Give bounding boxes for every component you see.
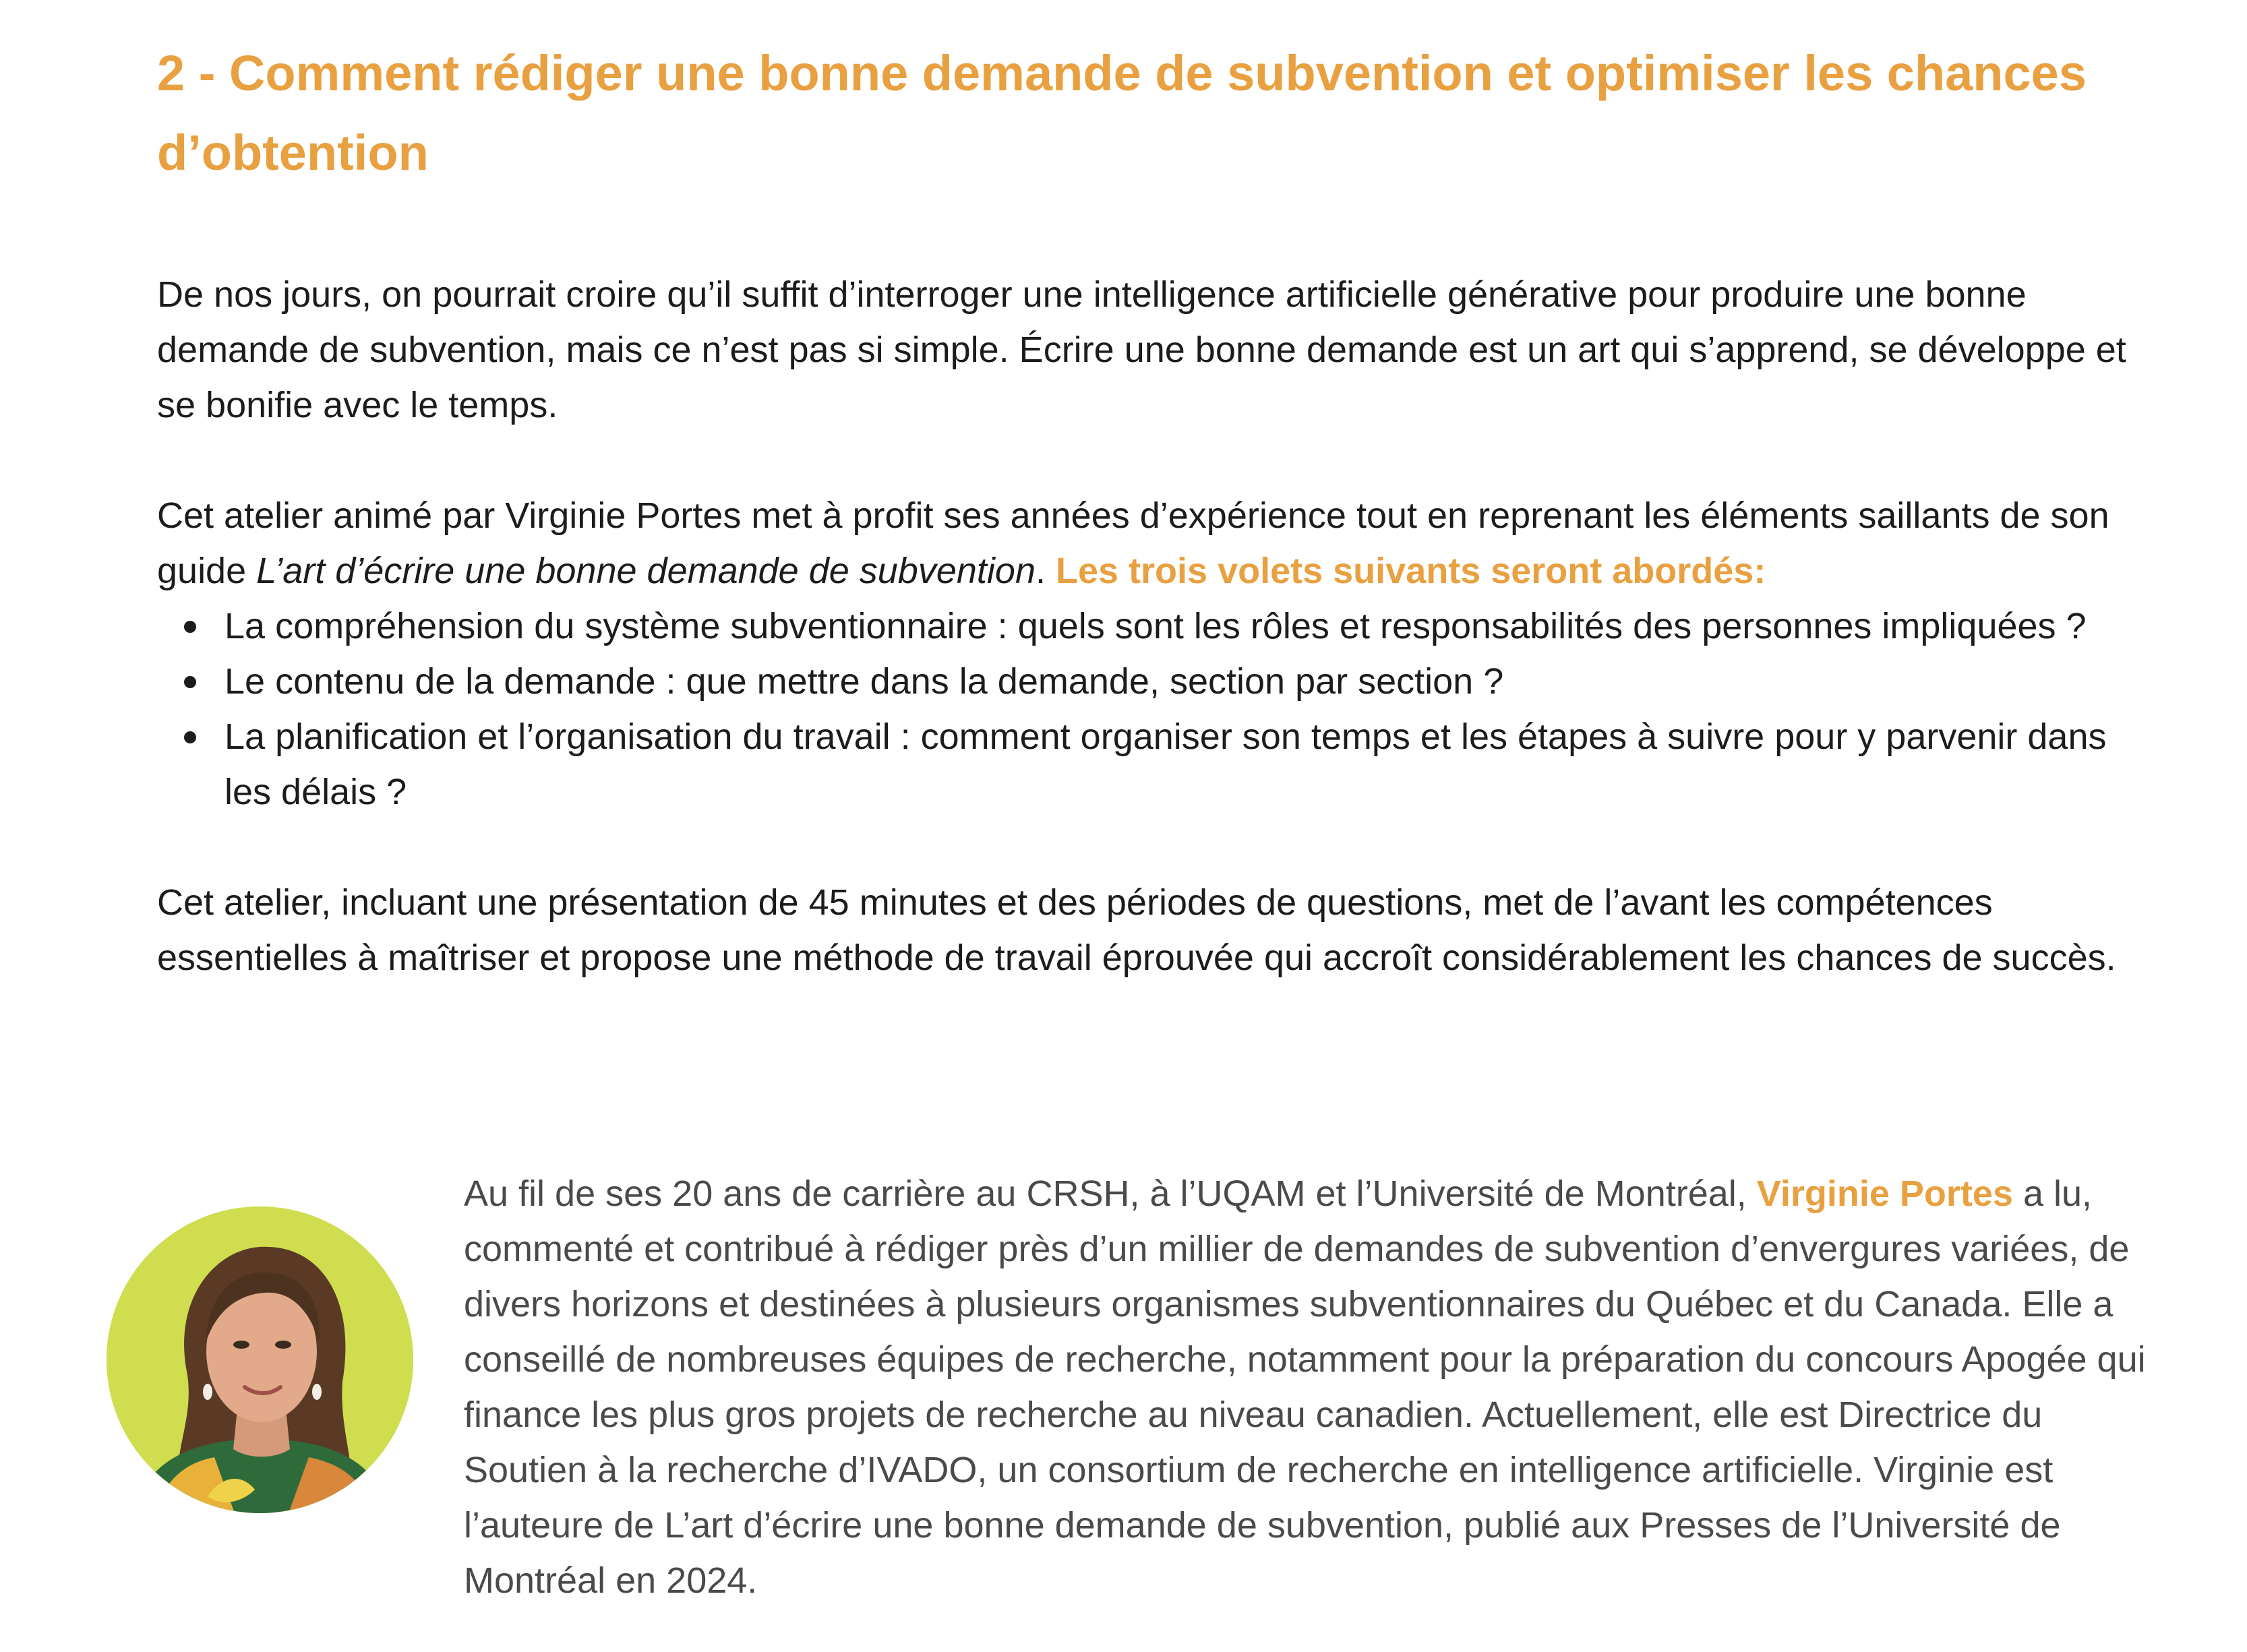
topic-text: Le contenu de la demande : que mettre dans la demande, section par section ? xyxy=(224,661,1504,702)
document-page xyxy=(157,34,2173,1601)
summary-paragraph: Cet atelier, incluant une présentation de 45 minutes et des périodes de questions, met de l’avant les compétences essentielles à maîtriser et propose une méthode de travail éprouvée qui accroît considérablement les chances de succès. xyxy=(157,882,2116,978)
topic-text: La planification et l’organisation du travail : comment organiser son temps et les étapes à suivre pour y parvenir dans les délais ? xyxy=(224,716,2107,812)
workshop-text-after: . xyxy=(1035,551,1056,591)
workshop-text-before: Cet atelier animé par Virginie Portes met à profit ses années d’expérience tout en reprenant les éléments saillants de son guide xyxy=(157,495,2109,591)
guide-title: L’art d’écrire une bonne demande de subvention xyxy=(256,551,1036,591)
intro-paragraph: De nos jours, on pourrait croire qu’il suffit d’interroger une intelligence artificielle générative pour produire une bonne demande de subvention, mais ce n’est pas si simple. Écrire une bonne demande est un art qui s’apprend, se développe et se bonifie avec le temps. xyxy=(157,274,2126,425)
speaker-photo-illustration xyxy=(107,1206,413,1513)
topics-list xyxy=(157,599,2173,820)
workshop-paragraph xyxy=(157,488,2173,599)
bullet-icon xyxy=(184,731,196,743)
topics-heading: Les trois volets suivants seront abordés: xyxy=(1056,551,1766,591)
list-item xyxy=(157,654,2126,709)
list-item xyxy=(157,599,2126,654)
bullet-icon xyxy=(184,621,196,633)
bio-text-before: Au fil de ses 20 ans de carrière au CRSH, à l’UQAM et l’Université de Montréal, xyxy=(464,1173,1757,1214)
speaker-name: Virginie Portes xyxy=(1756,1173,2013,1214)
list-item xyxy=(157,709,2126,820)
page-title: 2 - Comment rédiger une bonne demande de subvention et optimiser les chances d’obtention xyxy=(157,45,2087,181)
speaker-portrait xyxy=(107,1206,413,1513)
bullet-icon xyxy=(184,676,196,688)
bio-text-after: a lu, commenté et contribué à rédiger près d’un millier de demandes de subvention d’envergures variées, de divers horizons et destinées à plusieurs organismes subventionnaires du Québec et du Canada. Elle a conseillé de nombreuses équipes de recherche, notamment pour la préparation du concours Apogée qui finance les plus gros projets de recherche au niveau canadien. Actuellement, elle est Directrice du Soutien à la recherche d’IVADO, un consortium de recherche en intelligence artificielle. Virginie est l’auteure de L’art d’écrire une bonne demande de subvention, publié aux Presses de l’Université de Montréal en 2024. xyxy=(464,1173,2146,1601)
topic-text: La compréhension du système subventionnaire : quels sont les rôles et responsabilités des personnes impliquées ? xyxy=(224,606,2087,646)
bio-paragraph xyxy=(464,1166,2173,1608)
